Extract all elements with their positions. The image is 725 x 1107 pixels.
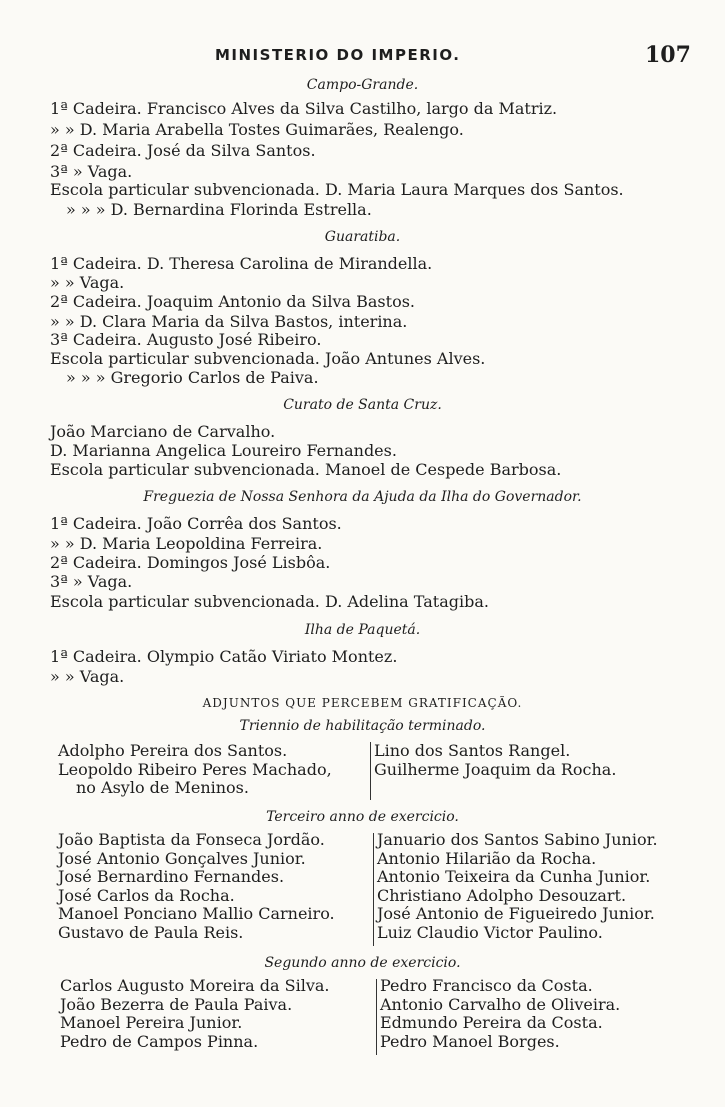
list-item: José Antonio Gonçalves Junior. (58, 848, 306, 868)
page-header (0, 44, 725, 72)
list-item: 3ª Cadeira. Augusto José Ribeiro. (50, 330, 322, 349)
list-item: Manoel Pereira Junior. (60, 1013, 243, 1032)
terceiro-right-column (377, 831, 658, 942)
list-item: 2ª Cadeira. Joaquim Antonio da Silva Bastos. (50, 292, 415, 311)
list-item: Adolpho Pereira dos Santos. (58, 741, 288, 760)
list-item: Lino dos Santos Rangel. (374, 741, 571, 760)
list-item: Antonio Hilarião da Rocha. (377, 848, 597, 868)
list-item: Pedro de Campos Pinna. (60, 1031, 259, 1051)
list-item: João Marciano de Carvalho. (50, 422, 276, 441)
list-item: Escola particular subvencionada. Manoel de Cespede Barbosa. (50, 460, 562, 479)
page-number: 107 (645, 42, 691, 68)
list-item: Edmundo Pereira da Costa. (380, 1013, 603, 1032)
adjuntos-heading: ADJUNTOS QUE PERCEBEM GRATIFICAÇÃO. (202, 696, 523, 710)
list-item: José Carlos da Rocha. (58, 885, 235, 905)
running-title: MINISTERIO DO IMPERIO. (215, 46, 461, 64)
triennio-right-column (374, 742, 616, 779)
list-item: » » Vaga. (50, 667, 125, 686)
section-title-triennio: Triennio de habilitação terminado. (239, 718, 486, 734)
list-item: » » Vaga. (50, 273, 125, 292)
list-item: Christiano Adolpho Desouzart. (377, 885, 627, 905)
list-item: 3ª » Vaga. (50, 162, 133, 181)
list-item: D. Marianna Angelica Loureiro Fernandes. (50, 441, 397, 460)
section-title-campo-grande: Campo-Grande. (306, 77, 419, 93)
list-item: José Bernardino Fernandes. (58, 867, 285, 886)
section-title-paqueta: Ilha de Paquetá. (304, 622, 421, 638)
list-item: 1ª Cadeira. D. Theresa Carolina de Mirandella. (50, 254, 433, 273)
terceiro-left-column (58, 831, 335, 942)
list-item: Escola particular subvencionada. João Antunes Alves. (50, 349, 486, 368)
list-item: Manoel Ponciano Mallio Carneiro. (58, 904, 335, 923)
section-title-guaratiba: Guaratiba. (324, 229, 401, 245)
column-divider (376, 979, 377, 1055)
list-item: 1ª Cadeira. Olympio Catão Viriato Montez. (50, 647, 398, 666)
column-divider (370, 742, 371, 800)
list-item: 1ª Cadeira. Francisco Alves da Silva Castilho, largo da Matriz. (50, 99, 558, 118)
list-item: João Baptista da Fonseca Jordão. (58, 830, 325, 849)
section-title-santa-cruz: Curato de Santa Cruz. (283, 397, 442, 413)
list-item: Escola particular subvencionada. D. Maria Laura Marques dos Santos. (50, 180, 624, 199)
list-item: » » » Gregorio Carlos de Paiva. (66, 368, 319, 387)
section-title-segundo: Segundo anno de exercicio. (264, 955, 461, 971)
list-item: Leopoldo Ribeiro Peres Machado, (58, 759, 332, 779)
list-item: Januario dos Santos Sabino Junior. (377, 830, 658, 849)
list-item: no Asylo de Meninos. (76, 778, 249, 797)
list-item: Gustavo de Paula Reis. (58, 922, 244, 942)
list-item: 1ª Cadeira. João Corrêa dos Santos. (50, 514, 342, 533)
list-item: Pedro Manoel Borges. (380, 1031, 560, 1051)
section-title-governador: Freguezia de Nossa Senhora da Ajuda da Ilha do Governador. (143, 489, 582, 505)
list-item: 2ª Cadeira. Domingos José Lisbôa. (50, 553, 331, 572)
list-item: » » D. Maria Arabella Tostes Guimarães, Realengo. (50, 120, 464, 139)
list-item: João Bezerra de Paula Paiva. (60, 994, 293, 1014)
segundo-left-column (60, 977, 330, 1051)
segundo-right-column (380, 977, 620, 1051)
list-item: » » D. Clara Maria da Silva Bastos, interina. (50, 312, 408, 331)
list-item: 2ª Cadeira. José da Silva Santos. (50, 141, 316, 160)
list-item: José Antonio de Figueiredo Junior. (377, 904, 655, 923)
list-item: Antonio Carvalho de Oliveira. (380, 994, 621, 1014)
triennio-left-column (58, 742, 332, 798)
list-item: Pedro Francisco da Costa. (380, 976, 593, 995)
column-divider (373, 833, 374, 946)
list-item: Guilherme Joaquim da Rocha. (374, 759, 617, 779)
list-item: Carlos Augusto Moreira da Silva. (60, 976, 330, 995)
list-item: Luiz Claudio Victor Paulino. (377, 922, 603, 942)
list-item: Escola particular subvencionada. D. Adelina Tatagiba. (50, 592, 489, 611)
list-item: 3ª » Vaga. (50, 572, 133, 591)
list-item: Antonio Teixeira da Cunha Junior. (377, 867, 651, 886)
section-title-terceiro: Terceiro anno de exercicio. (266, 809, 459, 825)
list-item: » » » D. Bernardina Florinda Estrella. (66, 200, 372, 219)
list-item: » » D. Maria Leopoldina Ferreira. (50, 534, 323, 553)
